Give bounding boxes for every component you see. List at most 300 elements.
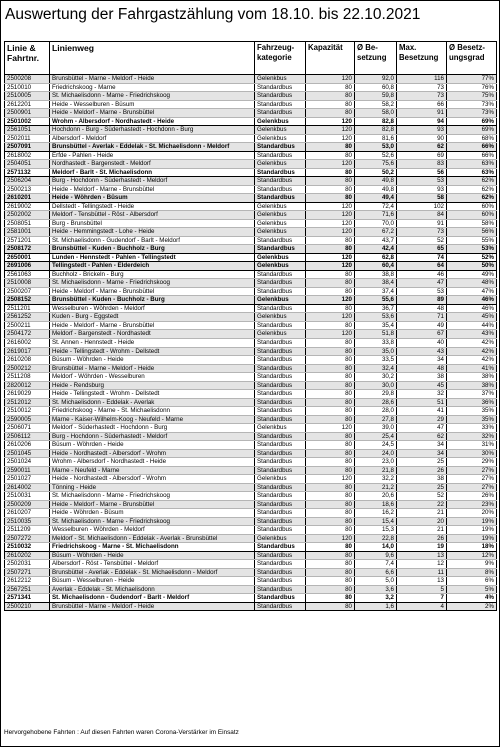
cell-route: Heide - Rendsburg [50, 381, 255, 390]
header-max-occupancy: Max. Besetzung [397, 42, 447, 75]
cell-line: 2510031 [5, 492, 50, 501]
table-row [5, 287, 497, 296]
cell-line: 2511209 [5, 526, 50, 535]
cell-avg: 59,8 [355, 92, 397, 101]
cell-line: 2590005 [5, 415, 50, 424]
cell-rate: 75% [447, 92, 497, 101]
cell-capacity: 120 [306, 253, 355, 262]
cell-capacity: 120 [306, 475, 355, 484]
cell-capacity: 80 [306, 194, 355, 203]
cell-route: Wrohm - Albersdorf - Nordhastedt - Heide [50, 117, 255, 126]
cell-rate: 27% [447, 466, 497, 475]
cell-category: Standardbus [255, 338, 306, 347]
cell-max: 89 [397, 296, 447, 305]
cell-line: 2510032 [5, 543, 50, 552]
cell-line: 2500901 [5, 109, 50, 118]
cell-rate: 9% [447, 560, 497, 569]
cell-category: Standardbus [255, 432, 306, 441]
cell-rate: 33% [447, 424, 497, 433]
table-row [5, 126, 497, 135]
cell-capacity: 80 [306, 168, 355, 177]
table-row [5, 279, 497, 288]
table-row [5, 475, 497, 484]
cell-avg: 15,3 [355, 526, 397, 535]
cell-line: 2500213 [5, 185, 50, 194]
cell-capacity: 80 [306, 594, 355, 603]
cell-avg: 3,6 [355, 585, 397, 594]
cell-avg: 30,2 [355, 373, 397, 382]
cell-max: 102 [397, 202, 447, 211]
cell-max: 84 [397, 211, 447, 220]
cell-max: 56 [397, 168, 447, 177]
cell-capacity: 80 [306, 321, 355, 330]
cell-max: 93 [397, 126, 447, 135]
cell-avg: 7,4 [355, 560, 397, 569]
table-row [5, 585, 497, 594]
cell-rate: 47% [447, 287, 497, 296]
table-row [5, 83, 497, 92]
cell-avg: 58,2 [355, 100, 397, 109]
cell-route: Buchholz - Brickeln - Burg [50, 270, 255, 279]
cell-capacity: 80 [306, 577, 355, 586]
cell-line: 2507271 [5, 568, 50, 577]
cell-route: Meldorf - Barlt - St. Michaelisdonn [50, 168, 255, 177]
table-row [5, 304, 497, 313]
cell-route: Heide - Meldorf - Marne - Brunsbüttel [50, 287, 255, 296]
cell-avg: 71,6 [355, 211, 397, 220]
cell-avg: 22,8 [355, 534, 397, 543]
cell-line: 2619002 [5, 202, 50, 211]
cell-avg: 70,0 [355, 219, 397, 228]
cell-category: Gelenkbus [255, 75, 306, 84]
table-body [5, 75, 497, 611]
cell-capacity: 80 [306, 407, 355, 416]
cell-line: 2619017 [5, 347, 50, 356]
cell-avg: 21,8 [355, 466, 397, 475]
cell-max: 11 [397, 568, 447, 577]
cell-route: St. Michaelisdonn - Gudendorf - Barlt - Meldorf [50, 594, 255, 603]
cell-avg: 25,4 [355, 432, 397, 441]
cell-line: 2500212 [5, 364, 50, 373]
cell-capacity: 120 [306, 313, 355, 322]
cell-rate: 31% [447, 441, 497, 450]
table-row [5, 194, 497, 203]
table-row [5, 568, 497, 577]
cell-route: Burg - Brunsbüttel [50, 219, 255, 228]
cell-max: 4 [397, 602, 447, 611]
cell-route: Brunsbüttel - Marne - Meldorf - Heide [50, 75, 255, 84]
cell-rate: 42% [447, 356, 497, 365]
cell-rate: 35% [447, 407, 497, 416]
cell-capacity: 80 [306, 602, 355, 611]
cell-rate: 27% [447, 483, 497, 492]
cell-capacity: 80 [306, 415, 355, 424]
cell-line: 2610207 [5, 509, 50, 518]
cell-category: Standardbus [255, 185, 306, 194]
cell-avg: 81,6 [355, 134, 397, 143]
table-row [5, 407, 497, 416]
cell-capacity: 80 [306, 245, 355, 254]
cell-max: 41 [397, 407, 447, 416]
cell-avg: 30,0 [355, 381, 397, 390]
cell-rate: 12% [447, 551, 497, 560]
cell-avg: 60,4 [355, 262, 397, 271]
table-row [5, 543, 497, 552]
cell-line: 2650001 [5, 253, 50, 262]
table-row [5, 92, 497, 101]
cell-route: Tellingstedt - Pahlen - Elderdeich [50, 262, 255, 271]
cell-line: 2501024 [5, 458, 50, 467]
cell-route: Büsum - Wöhrden - Heide [50, 551, 255, 560]
cell-rate: 69% [447, 117, 497, 126]
table-row [5, 202, 497, 211]
cell-category: Standardbus [255, 287, 306, 296]
cell-route: Heide - Nordhastedt - Albersdorf - Wrohm [50, 449, 255, 458]
cell-category: Standardbus [255, 151, 306, 160]
table-row [5, 236, 497, 245]
cell-capacity: 80 [306, 356, 355, 365]
cell-category: Standardbus [255, 526, 306, 535]
cell-capacity: 80 [306, 560, 355, 569]
cell-rate: 73% [447, 109, 497, 118]
cell-max: 73 [397, 228, 447, 237]
cell-route: St. Michaelisdonn - Marne - Friedrichskoog [50, 492, 255, 501]
cell-max: 25 [397, 483, 447, 492]
table-row [5, 177, 497, 186]
header-capacity: Kapazität [306, 42, 355, 75]
cell-max: 52 [397, 492, 447, 501]
cell-capacity: 80 [306, 543, 355, 552]
cell-max: 34 [397, 356, 447, 365]
cell-capacity: 80 [306, 109, 355, 118]
cell-category: Gelenkbus [255, 313, 306, 322]
cell-line: 2502002 [5, 211, 50, 220]
cell-max: 45 [397, 381, 447, 390]
cell-line: 2501002 [5, 117, 50, 126]
cell-rate: 38% [447, 373, 497, 382]
cell-category: Standardbus [255, 143, 306, 152]
table-row [5, 313, 497, 322]
cell-max: 51 [397, 398, 447, 407]
cell-capacity: 80 [306, 143, 355, 152]
cell-capacity: 80 [306, 517, 355, 526]
cell-route: Meldorf - Süderhastedt - Hochdonn - Burg [50, 424, 255, 433]
cell-line: 2571341 [5, 594, 50, 603]
cell-line: 2510010 [5, 83, 50, 92]
cell-line: 2502031 [5, 560, 50, 569]
cell-category: Standardbus [255, 415, 306, 424]
table-row [5, 356, 497, 365]
cell-rate: 66% [447, 143, 497, 152]
cell-route: St. Michaelisdonn - Marne - Friedrichskoog [50, 92, 255, 101]
table-row [5, 219, 497, 228]
cell-category: Standardbus [255, 568, 306, 577]
table-row [5, 483, 497, 492]
cell-route: Burg - Hochdonn - Süderhastedt - Meldorf [50, 177, 255, 186]
table-row [5, 517, 497, 526]
page-title: Auswertung der Fahrgastzählung vom 18.10. bis 22.10.2021 [5, 6, 421, 23]
cell-category: Gelenkbus [255, 117, 306, 126]
cell-avg: 32,4 [355, 364, 397, 373]
cell-category: Standardbus [255, 602, 306, 611]
cell-avg: 6,6 [355, 568, 397, 577]
cell-capacity: 120 [306, 424, 355, 433]
cell-avg: 75,6 [355, 160, 397, 169]
cell-rate: 42% [447, 347, 497, 356]
cell-avg: 58,0 [355, 109, 397, 118]
cell-route: Brunsbüttel - Averlak - Eddelak - St. Michaelisdonn - Meldorf [50, 143, 255, 152]
cell-rate: 45% [447, 313, 497, 322]
cell-rate: 6% [447, 577, 497, 586]
footnote: Hervorgehobene Fahrten : Auf diesen Fahrten waren Corona-Verstärker im Einsatz [4, 729, 239, 736]
cell-capacity: 80 [306, 492, 355, 501]
cell-rate: 56% [447, 228, 497, 237]
cell-avg: 55,6 [355, 296, 397, 305]
cell-avg: 29,8 [355, 390, 397, 399]
cell-category: Standardbus [255, 270, 306, 279]
cell-rate: 35% [447, 415, 497, 424]
cell-rate: 19% [447, 526, 497, 535]
cell-category: Standardbus [255, 364, 306, 373]
cell-line: 2506071 [5, 424, 50, 433]
cell-avg: 35,4 [355, 321, 397, 330]
cell-route: Heide - Nordhastedt - Albersdorf - Wrohm [50, 475, 255, 484]
cell-rate: 62% [447, 177, 497, 186]
cell-max: 52 [397, 236, 447, 245]
cell-rate: 49% [447, 270, 497, 279]
cell-line: 2501027 [5, 475, 50, 484]
cell-capacity: 80 [306, 432, 355, 441]
table-row [5, 347, 497, 356]
table-row [5, 151, 497, 160]
cell-avg: 49,4 [355, 194, 397, 203]
cell-capacity: 120 [306, 296, 355, 305]
cell-avg: 20,6 [355, 492, 397, 501]
cell-rate: 58% [447, 219, 497, 228]
table-row [5, 458, 497, 467]
cell-route: Brunsbüttel - Marne - Meldorf - Heide [50, 602, 255, 611]
cell-max: 13 [397, 551, 447, 560]
cell-avg: 82,8 [355, 117, 397, 126]
cell-route: St. Michaelisdonn - Marne - Friedrichskoog [50, 279, 255, 288]
cell-max: 53 [397, 287, 447, 296]
cell-route: Meldorf - Tensbüttel - Röst - Albersdorf [50, 211, 255, 220]
cell-rate: 63% [447, 168, 497, 177]
cell-route: Meldorf - St. Michaelisdonn - Eddelak - Averlak - Brunsbüttel [50, 534, 255, 543]
cell-max: 116 [397, 75, 447, 84]
cell-route: Heide - Meldorf - Marne - Brunsbüttel [50, 109, 255, 118]
cell-rate: 19% [447, 534, 497, 543]
cell-capacity: 80 [306, 466, 355, 475]
cell-category: Gelenkbus [255, 202, 306, 211]
table-row [5, 75, 497, 84]
cell-line: 2510005 [5, 92, 50, 101]
cell-line: 2510008 [5, 279, 50, 288]
header-occupancy-rate: Ø Besetz-ungsgrad [447, 42, 497, 75]
table-row [5, 262, 497, 271]
header-category: Fahrzeug-kategorie [255, 42, 306, 75]
cell-route: Marne - Neufeld - Marne [50, 466, 255, 475]
cell-route: St. Annen - Hennstedt - Heide [50, 338, 255, 347]
cell-category: Standardbus [255, 381, 306, 390]
cell-line: 2508051 [5, 219, 50, 228]
cell-line: 2571132 [5, 168, 50, 177]
cell-rate: 32% [447, 432, 497, 441]
cell-capacity: 80 [306, 236, 355, 245]
cell-route: Albersdorf - Meldorf [50, 134, 255, 143]
cell-avg: 24,0 [355, 449, 397, 458]
cell-category: Gelenkbus [255, 126, 306, 135]
cell-max: 34 [397, 441, 447, 450]
cell-max: 47 [397, 279, 447, 288]
cell-rate: 69% [447, 126, 497, 135]
cell-line: 2510012 [5, 407, 50, 416]
cell-avg: 23,0 [355, 458, 397, 467]
cell-line: 2618002 [5, 151, 50, 160]
table-row [5, 492, 497, 501]
cell-route: Heide - Tellingstedt - Wrohm - Dellstedt [50, 347, 255, 356]
cell-capacity: 120 [306, 228, 355, 237]
cell-max: 47 [397, 424, 447, 433]
cell-capacity: 80 [306, 92, 355, 101]
cell-category: Gelenkbus [255, 219, 306, 228]
cell-line: 2571201 [5, 236, 50, 245]
cell-rate: 38% [447, 381, 497, 390]
cell-capacity: 120 [306, 117, 355, 126]
cell-avg: 39,0 [355, 424, 397, 433]
cell-rate: 26% [447, 492, 497, 501]
table-row [5, 466, 497, 475]
cell-category: Standardbus [255, 492, 306, 501]
cell-category: Standardbus [255, 373, 306, 382]
cell-max: 91 [397, 109, 447, 118]
cell-route: Wrohm - Albersdorf - Nordhastedt - Heide [50, 458, 255, 467]
cell-rate: 18% [447, 543, 497, 552]
cell-max: 83 [397, 160, 447, 169]
cell-line: 2610208 [5, 356, 50, 365]
cell-max: 20 [397, 517, 447, 526]
cell-category: Standardbus [255, 466, 306, 475]
table-row [5, 160, 497, 169]
cell-max: 25 [397, 458, 447, 467]
cell-capacity: 80 [306, 381, 355, 390]
cell-max: 21 [397, 509, 447, 518]
cell-category: Standardbus [255, 577, 306, 586]
cell-category: Standardbus [255, 92, 306, 101]
cell-capacity: 80 [306, 449, 355, 458]
cell-line: 2581001 [5, 228, 50, 237]
cell-capacity: 80 [306, 398, 355, 407]
cell-line: 2612212 [5, 577, 50, 586]
cell-capacity: 80 [306, 364, 355, 373]
cell-category: Standardbus [255, 100, 306, 109]
cell-avg: 18,6 [355, 500, 397, 509]
table-row [5, 168, 497, 177]
cell-category: Gelenkbus [255, 424, 306, 433]
cell-route: Brunsbüttel - Kuden - Buchholz - Burg [50, 245, 255, 254]
cell-rate: 30% [447, 449, 497, 458]
cell-route: Brunsbüttel - Marne - Meldorf - Heide [50, 364, 255, 373]
cell-route: Heide - Wöhrden - Büsum [50, 194, 255, 203]
cell-rate: 4% [447, 594, 497, 603]
cell-route: Meldorf - Bargenstedt - Nordhastedt [50, 330, 255, 339]
cell-rate: 27% [447, 475, 497, 484]
cell-line: 2610206 [5, 441, 50, 450]
cell-line: 2507272 [5, 534, 50, 543]
cell-avg: 33,5 [355, 356, 397, 365]
cell-line: 2500210 [5, 602, 50, 611]
cell-max: 69 [397, 151, 447, 160]
table-row [5, 253, 497, 262]
cell-capacity: 80 [306, 441, 355, 450]
cell-capacity: 80 [306, 458, 355, 467]
cell-max: 58 [397, 194, 447, 203]
cell-rate: 2% [447, 602, 497, 611]
cell-capacity: 80 [306, 287, 355, 296]
cell-route: Büsum - Wesselburen - Heide [50, 577, 255, 586]
cell-max: 65 [397, 245, 447, 254]
cell-max: 91 [397, 219, 447, 228]
cell-line: 2567251 [5, 585, 50, 594]
cell-line: 2691006 [5, 262, 50, 271]
cell-route: Lunden - Hennstedt - Pahlen - Tellingstedt [50, 253, 255, 262]
cell-route: Heide - Tellingstedt - Wrohm - Dellstedt [50, 390, 255, 399]
cell-capacity: 80 [306, 177, 355, 186]
cell-line: 2612201 [5, 100, 50, 109]
table-header-row [5, 42, 497, 75]
cell-rate: 68% [447, 134, 497, 143]
cell-avg: 1,6 [355, 602, 397, 611]
header-route: Linienweg [50, 42, 255, 75]
cell-max: 38 [397, 373, 447, 382]
cell-category: Standardbus [255, 441, 306, 450]
cell-category: Gelenkbus [255, 211, 306, 220]
cell-max: 29 [397, 415, 447, 424]
cell-max: 48 [397, 304, 447, 313]
cell-avg: 82,8 [355, 126, 397, 135]
cell-max: 26 [397, 466, 447, 475]
cell-rate: 60% [447, 202, 497, 211]
table-row [5, 228, 497, 237]
table-row [5, 109, 497, 118]
cell-rate: 41% [447, 364, 497, 373]
cell-max: 22 [397, 500, 447, 509]
cell-capacity: 80 [306, 390, 355, 399]
cell-category: Standardbus [255, 483, 306, 492]
cell-category: Gelenkbus [255, 228, 306, 237]
cell-capacity: 80 [306, 500, 355, 509]
cell-category: Standardbus [255, 356, 306, 365]
table-row [5, 117, 497, 126]
cell-rate: 50% [447, 262, 497, 271]
table-row [5, 441, 497, 450]
cell-avg: 53,6 [355, 313, 397, 322]
cell-rate: 42% [447, 338, 497, 347]
cell-capacity: 80 [306, 279, 355, 288]
cell-avg: 72,4 [355, 202, 397, 211]
cell-rate: 76% [447, 83, 497, 92]
cell-line: 2561051 [5, 126, 50, 135]
cell-route: St. Michaelisdonn - Marne - Friedrichskoog [50, 517, 255, 526]
table-row [5, 296, 497, 305]
cell-category: Standardbus [255, 245, 306, 254]
table-row [5, 330, 497, 339]
cell-category: Standardbus [255, 398, 306, 407]
table-row [5, 321, 497, 330]
cell-capacity: 80 [306, 304, 355, 313]
table-row [5, 415, 497, 424]
cell-line: 2507091 [5, 143, 50, 152]
